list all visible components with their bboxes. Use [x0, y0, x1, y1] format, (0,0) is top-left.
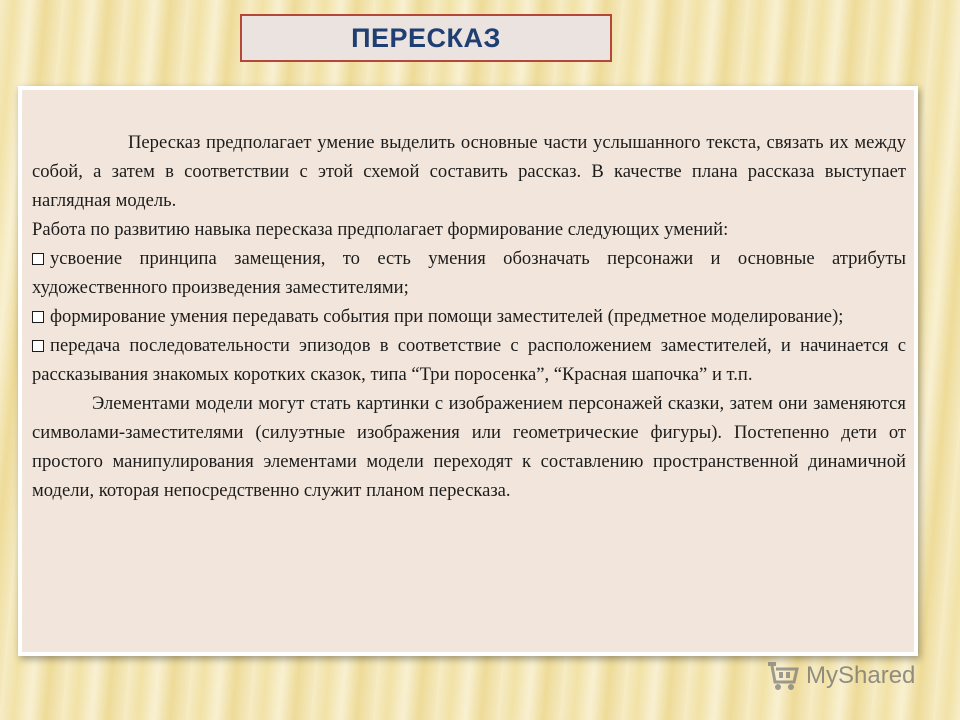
- checkbox-bullet-icon: [32, 340, 44, 352]
- slide-title: ПЕРЕСКАЗ: [351, 22, 501, 53]
- cart-icon: [766, 660, 800, 692]
- checkbox-bullet-icon: [32, 253, 44, 265]
- paragraph-intro: Пересказ предполагает умение выделить основные части услышанного текста, связать их между собой, а затем в соответствии с этой схемой составить рассказ. В качестве плана рассказа выступает наглядная модель.: [32, 132, 906, 211]
- bullet-text: передача последовательности эпизодов в соответствие с расположением заместителей, и начинается с рассказывания знакомых коротких сказок, типа “Три поросенка”, “Красная шапочка” и т.п.: [32, 335, 906, 385]
- paragraph-closing: Элементами модели могут стать картинки с изображением персонажей сказки, затем они заменяются символами-заместителями (силуэтные изображения или геометрические фигуры). Постепенно дети от простого манипулирования элементами модели переходят к составлению пространственной динамичной модели, которая непосредственно служит планом пересказа.: [32, 393, 906, 501]
- title-box: [240, 14, 612, 62]
- watermark-text: MyShared: [806, 662, 916, 689]
- bullet-text: усвоение принципа замещения, то есть умения обозначать персонажи и основные атрибуты художественного произведения заместителями;: [32, 248, 906, 298]
- content-panel: [18, 86, 918, 656]
- bullet-item: [32, 244, 906, 302]
- bullet-item: [32, 331, 906, 389]
- slide-content: [32, 128, 906, 505]
- myshared-logo: [766, 656, 915, 696]
- bullet-item: [32, 302, 906, 331]
- checkbox-bullet-icon: [32, 311, 44, 323]
- paragraph-skills: Работа по развитию навыка пересказа предполагает формирование следующих умений:: [32, 219, 729, 240]
- bullet-text: формирование умения передавать события при помощи заместителей (предметное моделирование);: [50, 306, 844, 327]
